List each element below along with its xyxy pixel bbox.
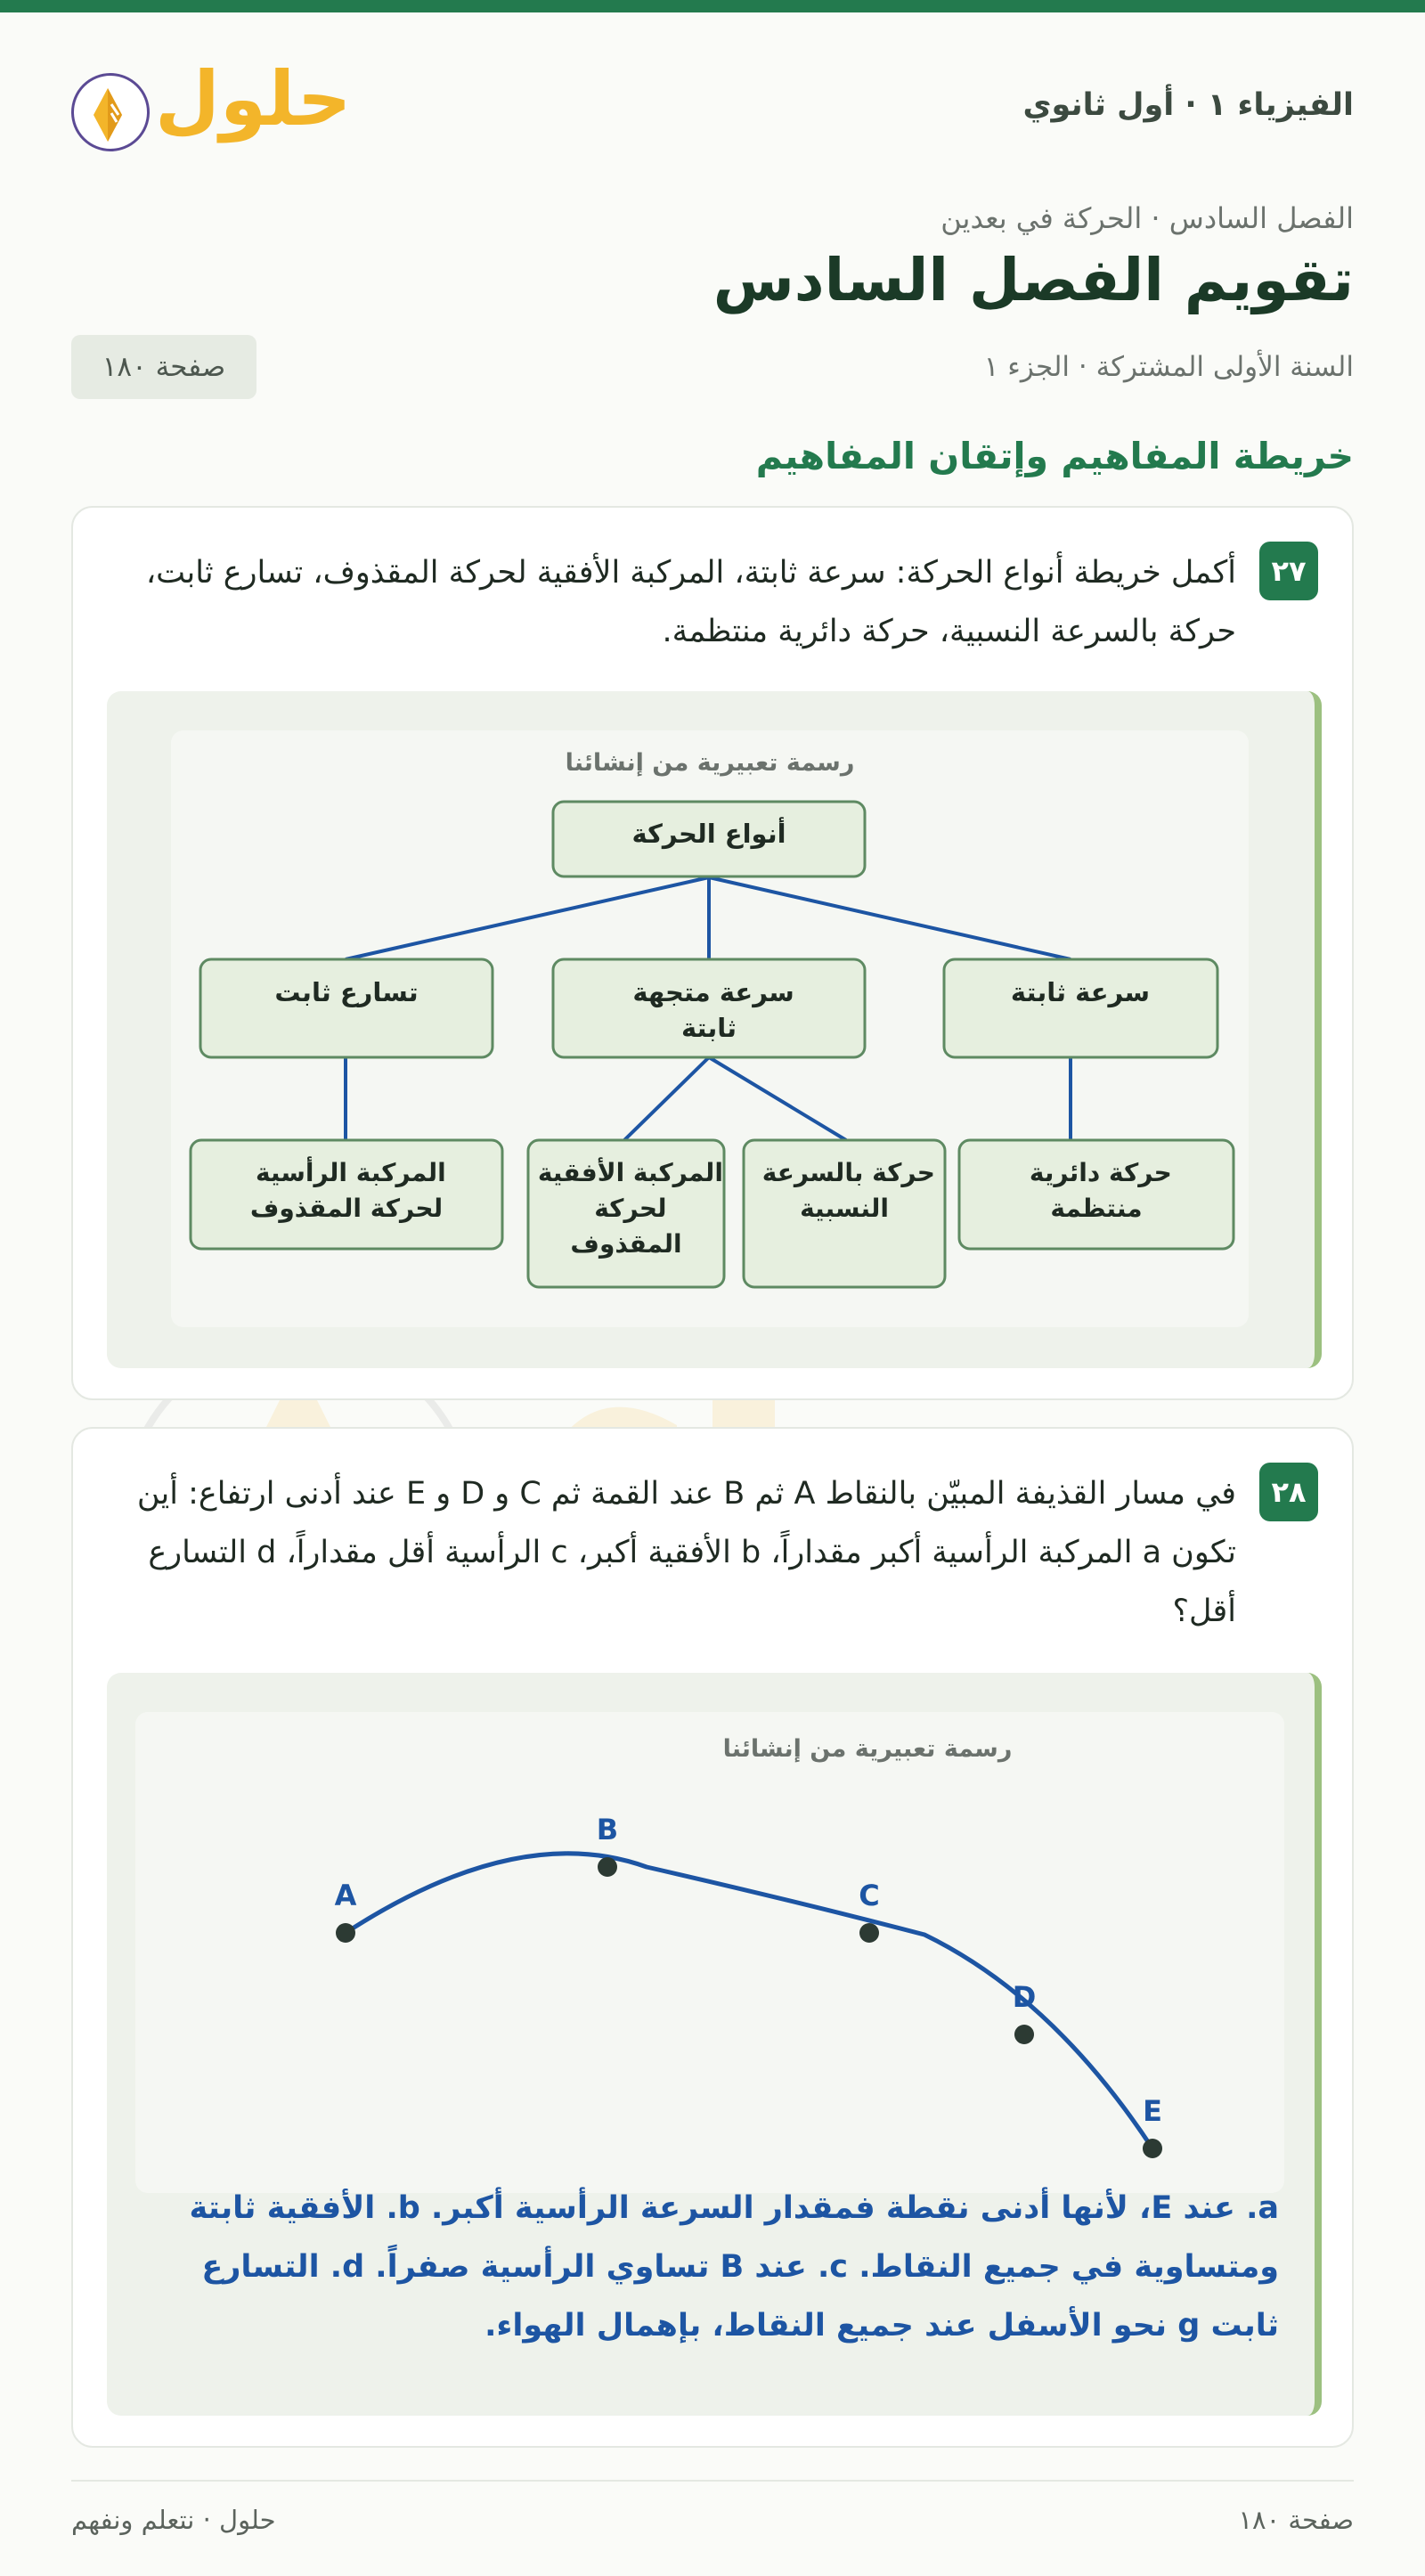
question-text: في مسار القذيفة المبيّن بالنقاط A ثم B عند القمة ثم C و D و E عند أدنى ارتفاع: أين تكون a المركبة الرأسية أكبر مقداراً، b الأفقية أكبر، c الرأسية أقل مقداراً، d التسارع أقل؟ [136,1476,1236,1629]
chapter-label: الفصل السادس · الحركة في بعدين [940,201,1354,235]
svg-text:E: E [1143,2094,1162,2128]
section-title: خريطة المفاهيم وإتقان المفاهيم [755,435,1354,477]
concept-map-diagram [171,730,1249,1327]
point-b [597,1813,618,1877]
top-accent-bar [0,0,1425,12]
svg-text:حركة بالسرعة النسبية: حركة بالسرعة النسبية [761,1158,935,1223]
svg-text:D: D [1012,1980,1037,2014]
series-label: السنة الأولى المشتركة · الجزء ١ [983,351,1354,383]
map-node-constant-speed [944,959,1217,1057]
page-title: تقويم الفصل السادس [712,246,1354,314]
page-number-badge: صفحة ١٨٠ [71,335,256,399]
map-node-horizontal-component [528,1140,724,1287]
footer-brand: حلول · نتعلم ونفهم [71,2505,276,2535]
point-a [335,1879,357,1943]
answer-text: a. عند E، لأنها أدنى نقطة فمقدار السرعة الرأسية أكبر. b. الأفقية ثابتة ومتساوية في جميع النقاط. c. عند B تساوي الرأسية صفراً. d. التسارع ثابت g نحو الأسفل عند جميع النقاط، بإهمال الهواء. [189,2190,1279,2344]
brand-logo[interactable] [71,55,352,157]
map-node-label: أنواع الحركة [631,819,786,849]
footer-page-number: صفحة ١٨٠ [1238,2505,1354,2535]
svg-text:المركبة الأفقية لحرك: المركبة الأفقية لحركة المقذوف [537,1158,723,1259]
svg-text:A: A [334,1879,357,1912]
point-d [1013,1980,1037,2044]
map-node-vertical-component [191,1140,502,1249]
question-number-badge: ٢٧ [1259,542,1318,600]
svg-text:المركبة الرأسية لحرك: المركبة الرأسية لحركة المقذوف [249,1158,446,1223]
map-node-constant-acceleration [200,959,493,1057]
map-node-root [553,802,865,876]
svg-text:حركة دائرية منتظمة: حركة دائرية منتظمة [1029,1158,1172,1223]
logo-book-icon [71,73,150,151]
trajectory-panel [107,1673,1322,2416]
svg-text:C: C [859,1879,880,1912]
svg-text:B: B [596,1813,619,1846]
footer-divider [71,2480,1354,2482]
projectile-trajectory-diagram [135,1712,1284,2193]
question-card-27 [71,506,1354,1400]
map-node-label: سرعة ثابتة [1010,977,1151,1007]
point-c [859,1879,879,1943]
question-text: أكمل خريطة أنواع الحركة: سرعة ثابتة، المركبة الأفقية لحركة المقذوف، تسارع ثابت، حركة بالسرعة النسبية، حركة دائرية منتظمة. [145,555,1236,649]
map-node-relative-velocity [744,1140,945,1287]
map-node-uniform-circular [959,1140,1234,1249]
map-node-constant-velocity [553,959,865,1057]
figure-caption: رسمة تعبيرية من إنشائنا [565,749,855,777]
figure-caption: رسمة تعبيرية من إنشائنا [722,1735,1013,1763]
svg-text:سرعة متجهة ثابتة: سرعة متجهة ثابتة [632,977,794,1043]
question-card-28 [71,1427,1354,2448]
question-number-badge: ٢٨ [1259,1463,1318,1521]
subject-label: الفيزياء ١ · أول ثانوي [1022,87,1354,123]
point-e [1143,2094,1162,2158]
map-node-label: تسارع ثابت [274,977,419,1007]
concept-map-panel [107,691,1322,1368]
logo-wordmark: حلول [155,55,352,143]
